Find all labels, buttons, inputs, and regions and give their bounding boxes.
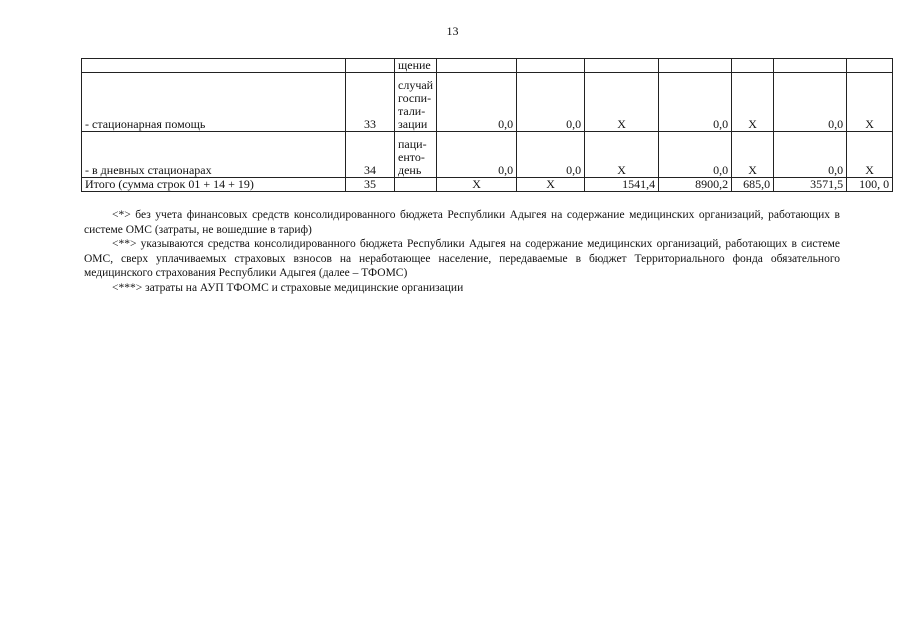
row-unit bbox=[395, 178, 437, 192]
data-table bbox=[81, 58, 893, 192]
table-cell: 0,0 bbox=[437, 73, 517, 132]
unit-line: случай bbox=[398, 78, 434, 92]
table-cell bbox=[847, 59, 893, 73]
table-cell: 685,0 bbox=[732, 178, 774, 192]
unit-line: день bbox=[398, 163, 422, 177]
unit-line: енто- bbox=[398, 150, 425, 164]
table-cell: 0,0 bbox=[774, 132, 847, 178]
footnote: <***> затраты на АУП ТФОМС и страховые медицинские организации bbox=[112, 281, 464, 294]
footnote: <**> указываются средства консолидированного бюджета Республики Адыгея на содержание медицинских организаций, работающих в системе ОМС, сверх уплачиваемых страховых взносов на неработающее население, передаваемые в бюджет Территориального фонда обязательного медицинского страхования Республики Адыгея (далее – ТФОМС) bbox=[84, 238, 840, 280]
row-unit bbox=[395, 73, 437, 132]
row-code: 34 bbox=[346, 132, 395, 178]
table-cell: 0,0 bbox=[774, 73, 847, 132]
unit-line: зации bbox=[398, 117, 428, 131]
row-code bbox=[346, 59, 395, 73]
table-cell: Х bbox=[517, 178, 585, 192]
table-cell: 100, 0 bbox=[847, 178, 893, 192]
table-cell bbox=[437, 59, 517, 73]
row-name: Итого (сумма строк 01 + 14 + 19) bbox=[82, 178, 346, 192]
table-cell: Х bbox=[437, 178, 517, 192]
unit-line: тали- bbox=[398, 104, 426, 118]
table-row-total bbox=[82, 178, 893, 192]
table-cell: 8900,2 bbox=[659, 178, 732, 192]
table-cell: Х bbox=[732, 132, 774, 178]
table-row bbox=[82, 132, 893, 178]
footnotes bbox=[84, 208, 840, 296]
row-name: - в дневных стационарах bbox=[82, 132, 346, 178]
table-cell: Х bbox=[585, 132, 659, 178]
table-cell: 0,0 bbox=[437, 132, 517, 178]
table-cell bbox=[774, 59, 847, 73]
row-name: - стационарная помощь bbox=[82, 73, 346, 132]
row-unit bbox=[395, 59, 437, 73]
page-number: 13 bbox=[446, 24, 459, 38]
table-cell: Х bbox=[847, 132, 893, 178]
table-cell: Х bbox=[847, 73, 893, 132]
table-cell bbox=[659, 59, 732, 73]
table-cell: 0,0 bbox=[659, 132, 732, 178]
table-cell: 1541,4 bbox=[585, 178, 659, 192]
row-unit bbox=[395, 132, 437, 178]
table-cell: 3571,5 bbox=[774, 178, 847, 192]
footnote: <*> без учета финансовых средств консолидированного бюджета Республики Адыгея на содержание медицинских организаций, работающих в системе ОМС (затраты, не вошедшие в тариф) bbox=[84, 209, 840, 236]
table-cell: 0,0 bbox=[517, 73, 585, 132]
table-cell bbox=[732, 59, 774, 73]
unit-line: госпи- bbox=[398, 91, 432, 105]
table-cell: Х bbox=[585, 73, 659, 132]
table-cell bbox=[585, 59, 659, 73]
table-cell: Х bbox=[732, 73, 774, 132]
row-code: 33 bbox=[346, 73, 395, 132]
unit-line: паци- bbox=[398, 137, 427, 151]
table-row bbox=[82, 73, 893, 132]
table-cell: 0,0 bbox=[517, 132, 585, 178]
row-code: 35 bbox=[346, 178, 395, 192]
unit-line: щение bbox=[398, 58, 431, 72]
row-name bbox=[82, 59, 346, 73]
table-cell bbox=[517, 59, 585, 73]
table-cell: 0,0 bbox=[659, 73, 732, 132]
table-row bbox=[82, 59, 893, 73]
